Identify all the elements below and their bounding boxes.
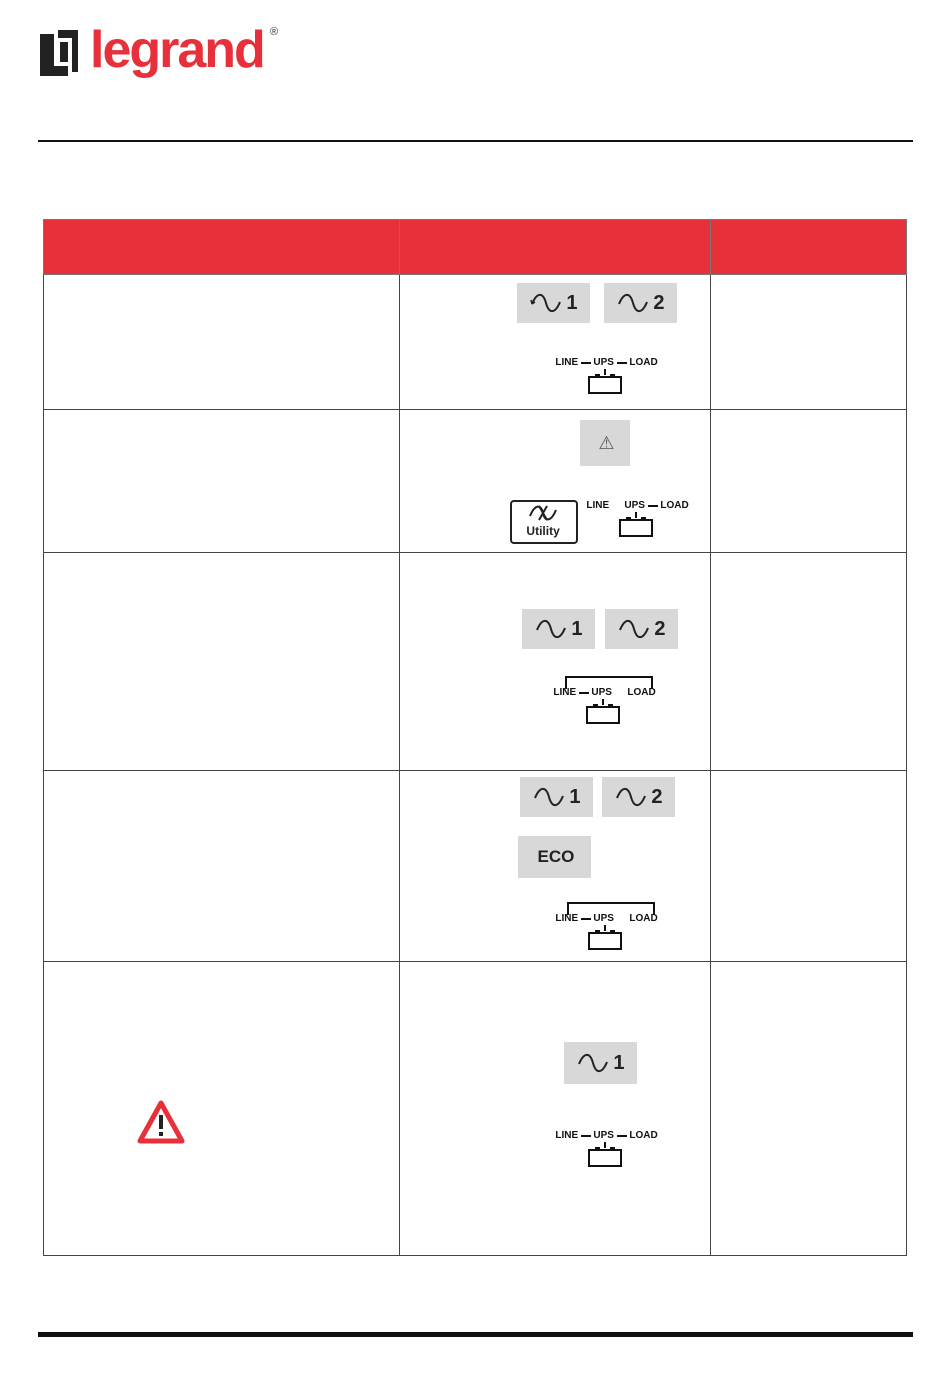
table-row	[44, 771, 907, 962]
logo-mark-icon	[38, 28, 88, 78]
power-flow-diagram: LINE UPS LOAD	[586, 500, 696, 540]
input-2-icon: 2	[604, 283, 677, 323]
table-row	[44, 410, 907, 553]
table-row	[44, 553, 907, 771]
notes-cell	[710, 962, 906, 1256]
sine-wave-icon	[530, 292, 564, 314]
notes-cell	[710, 410, 906, 553]
table-row	[44, 962, 907, 1256]
table-row	[44, 275, 907, 410]
input-2-icon: 2	[602, 777, 675, 817]
input-1-icon: 1	[522, 609, 595, 649]
warning-icon: ⚠	[580, 420, 630, 466]
header-cell-display	[400, 220, 710, 275]
power-flow-diagram: LINE UPS LOAD	[555, 357, 665, 397]
registered-mark: ®	[270, 26, 279, 38]
ups-battery-icon	[585, 925, 625, 955]
header-cell-notes	[710, 220, 906, 275]
sine-wave-icon	[577, 1052, 611, 1074]
ups-battery-icon	[585, 1142, 625, 1172]
mode-description-cell	[44, 771, 400, 962]
header-divider	[38, 140, 913, 142]
notes-cell	[710, 553, 906, 771]
caution-warning-icon	[137, 1100, 185, 1144]
display-cell	[400, 962, 710, 1256]
sine-wave-icon	[618, 618, 652, 640]
sine-wave-icon	[615, 786, 649, 808]
table-header-row	[44, 220, 907, 275]
utility-failure-icon: Utility	[510, 500, 578, 544]
power-flow-diagram: LINE UPS LOAD	[553, 687, 663, 727]
mode-description-cell	[44, 275, 400, 410]
input-2-icon: 2	[605, 609, 678, 649]
display-cell	[400, 771, 710, 962]
broken-wave-icon	[528, 504, 558, 522]
header-cell-mode	[44, 220, 400, 275]
ups-battery-icon	[616, 512, 656, 542]
display-cell	[400, 553, 710, 771]
mode-description-cell	[44, 410, 400, 553]
mode-description-cell	[44, 553, 400, 771]
operating-modes-table	[43, 219, 907, 1256]
eco-mode-icon: ECO	[518, 836, 591, 878]
legrand-logo	[38, 21, 288, 90]
notes-cell	[710, 275, 906, 410]
power-flow-diagram: LINE UPS LOAD	[555, 1130, 665, 1170]
footer-divider	[38, 1332, 913, 1337]
display-cell	[400, 410, 710, 553]
input-1-icon: 1	[520, 777, 593, 817]
sine-wave-icon	[533, 786, 567, 808]
sine-wave-icon	[535, 618, 569, 640]
input-1-icon: 1	[517, 283, 590, 323]
input-1-icon: 1	[564, 1042, 637, 1084]
ups-battery-icon	[583, 699, 623, 729]
logo-wordmark: legrand	[90, 21, 264, 79]
sine-wave-icon	[617, 292, 651, 314]
mode-description-cell	[44, 962, 400, 1256]
notes-cell	[710, 771, 906, 962]
ups-battery-icon	[585, 369, 625, 399]
display-cell	[400, 275, 710, 410]
power-flow-diagram: LINE UPS LOAD	[555, 913, 665, 953]
